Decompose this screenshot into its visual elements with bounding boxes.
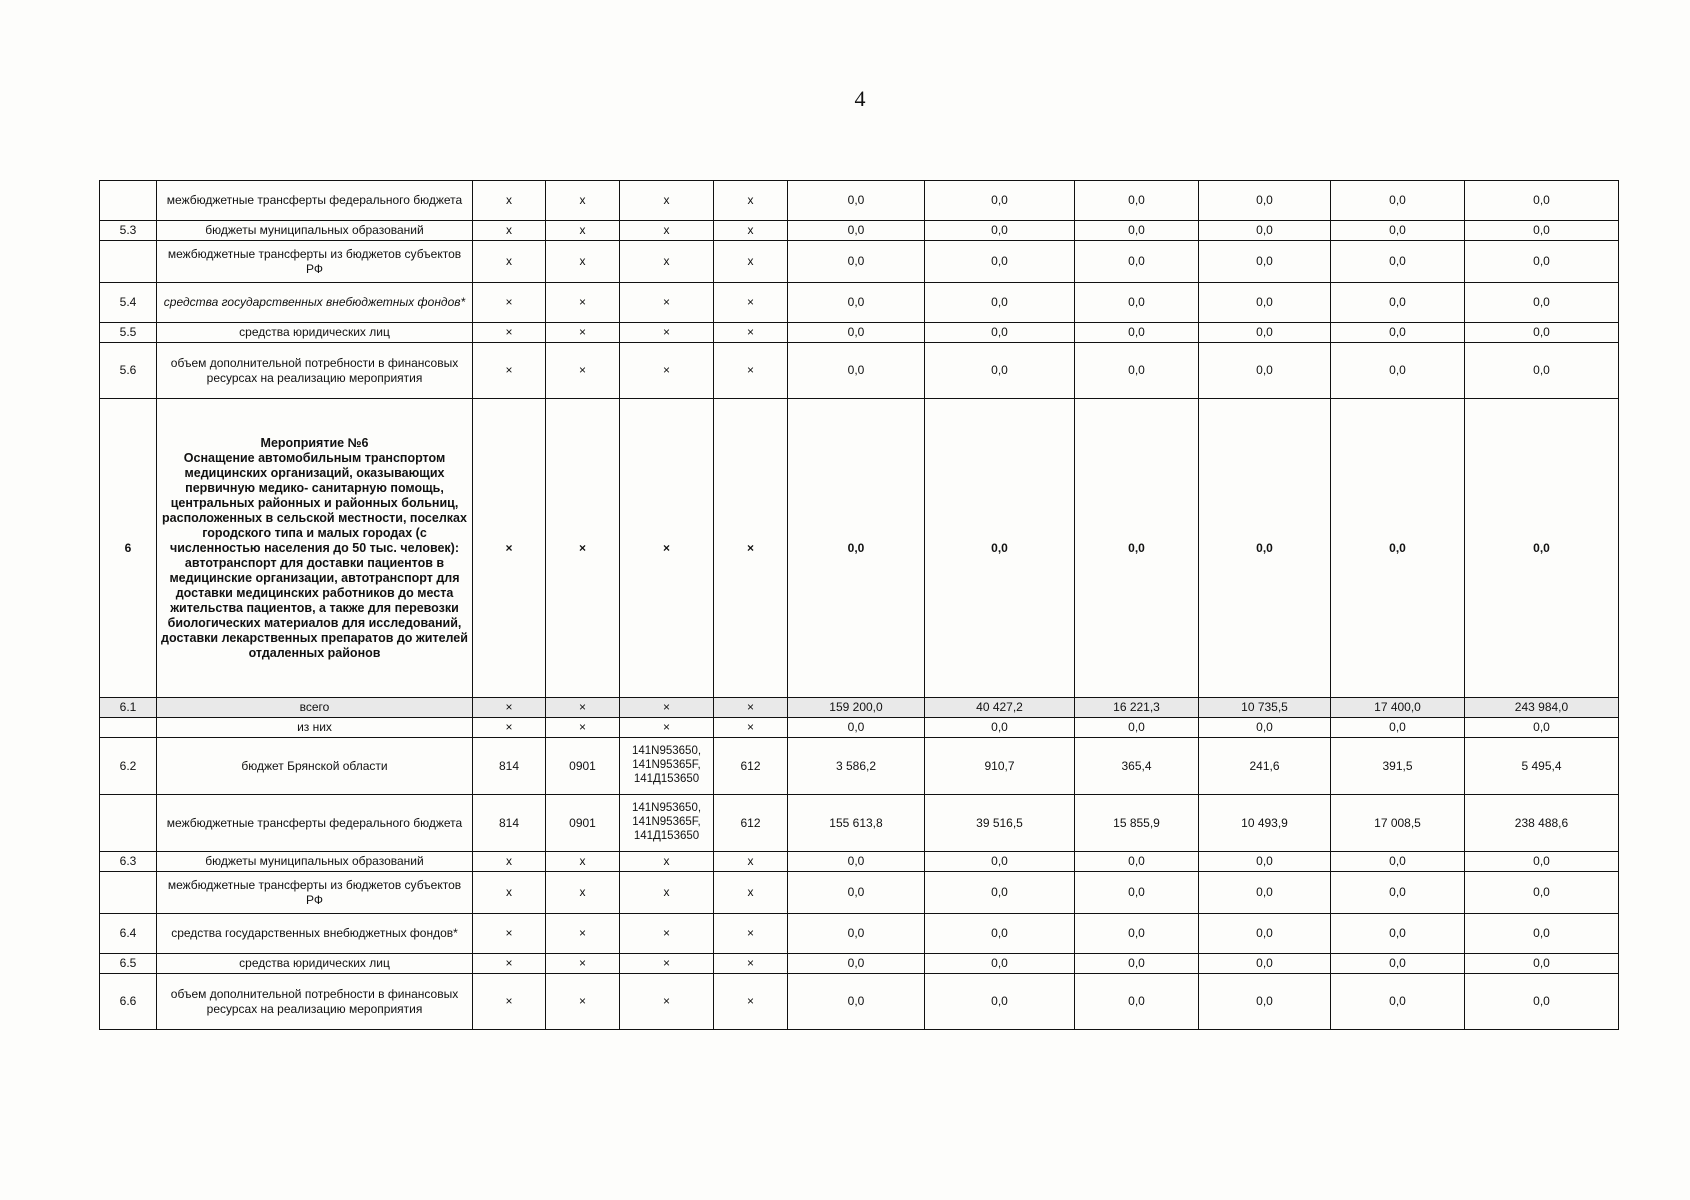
cell-value-1: 0,0 xyxy=(788,954,925,974)
cell-value-1: 0,0 xyxy=(788,718,925,738)
cell-code-2: x xyxy=(546,872,620,914)
cell-value-6: 0,0 xyxy=(1465,323,1619,343)
cell-value-5: 0,0 xyxy=(1331,181,1465,221)
cell-code-4: x xyxy=(714,221,788,241)
cell-code-2: × xyxy=(546,283,620,323)
cell-code-4: × xyxy=(714,698,788,718)
row-name: всего xyxy=(157,698,473,718)
cell-code-3: × xyxy=(620,974,714,1030)
row-name: объем дополнительной потребности в финансовых ресурсах на реализацию мероприятия xyxy=(157,974,473,1030)
table-row xyxy=(100,738,1619,795)
cell-code-3: x xyxy=(620,872,714,914)
row-number: 6.6 xyxy=(100,974,157,1030)
cell-value-3: 0,0 xyxy=(1075,399,1199,698)
cell-code-1: × xyxy=(473,914,546,954)
cell-value-5: 0,0 xyxy=(1331,323,1465,343)
cell-code-4: x xyxy=(714,181,788,221)
cell-value-4: 10 735,5 xyxy=(1199,698,1331,718)
cell-value-1: 0,0 xyxy=(788,399,925,698)
cell-value-2: 0,0 xyxy=(925,181,1075,221)
cell-value-1: 0,0 xyxy=(788,872,925,914)
cell-value-1: 0,0 xyxy=(788,283,925,323)
cell-code-2: × xyxy=(546,914,620,954)
cell-value-4: 0,0 xyxy=(1199,241,1331,283)
table-row xyxy=(100,852,1619,872)
cell-code-1: x xyxy=(473,181,546,221)
row-number: 5.6 xyxy=(100,343,157,399)
cell-value-5: 17 008,5 xyxy=(1331,795,1465,852)
cell-value-4: 0,0 xyxy=(1199,323,1331,343)
cell-code-4: x xyxy=(714,872,788,914)
budget-table xyxy=(99,180,1619,1030)
cell-value-6: 0,0 xyxy=(1465,343,1619,399)
cell-code-3: × xyxy=(620,914,714,954)
row-number: 5.4 xyxy=(100,283,157,323)
cell-value-1: 0,0 xyxy=(788,241,925,283)
cell-value-4: 0,0 xyxy=(1199,974,1331,1030)
cell-value-3: 0,0 xyxy=(1075,221,1199,241)
cell-value-3: 0,0 xyxy=(1075,914,1199,954)
cell-code-4: 612 xyxy=(714,738,788,795)
cell-code-1: × xyxy=(473,323,546,343)
cell-value-1: 0,0 xyxy=(788,914,925,954)
cell-value-3: 0,0 xyxy=(1075,343,1199,399)
cell-code-2: × xyxy=(546,323,620,343)
cell-value-6: 0,0 xyxy=(1465,221,1619,241)
cell-value-3: 0,0 xyxy=(1075,872,1199,914)
cell-value-5: 0,0 xyxy=(1331,852,1465,872)
row-number xyxy=(100,241,157,283)
cell-value-4: 0,0 xyxy=(1199,954,1331,974)
table-row xyxy=(100,181,1619,221)
cell-value-1: 0,0 xyxy=(788,974,925,1030)
row-number xyxy=(100,181,157,221)
cell-value-2: 0,0 xyxy=(925,954,1075,974)
cell-value-3: 0,0 xyxy=(1075,323,1199,343)
table-row xyxy=(100,241,1619,283)
row-number: 6.1 xyxy=(100,698,157,718)
cell-value-2: 0,0 xyxy=(925,872,1075,914)
cell-code-3: × xyxy=(620,283,714,323)
table-row xyxy=(100,974,1619,1030)
cell-code-4: x xyxy=(714,852,788,872)
row-name: бюджет Брянской области xyxy=(157,738,473,795)
cell-value-6: 0,0 xyxy=(1465,399,1619,698)
table-row xyxy=(100,872,1619,914)
cell-value-4: 0,0 xyxy=(1199,872,1331,914)
cell-code-1: × xyxy=(473,954,546,974)
cell-code-1: x xyxy=(473,852,546,872)
cell-value-1: 0,0 xyxy=(788,852,925,872)
table-row-total xyxy=(100,698,1619,718)
cell-value-2: 910,7 xyxy=(925,738,1075,795)
cell-value-5: 0,0 xyxy=(1331,221,1465,241)
cell-value-5: 0,0 xyxy=(1331,974,1465,1030)
cell-value-5: 0,0 xyxy=(1331,718,1465,738)
cell-value-2: 0,0 xyxy=(925,718,1075,738)
cell-value-6: 0,0 xyxy=(1465,283,1619,323)
cell-code-2: × xyxy=(546,399,620,698)
cell-value-1: 155 613,8 xyxy=(788,795,925,852)
cell-code-1: × xyxy=(473,399,546,698)
row-name: бюджеты муниципальных образований xyxy=(157,221,473,241)
row-number: 5.5 xyxy=(100,323,157,343)
row-name: межбюджетные трансферты из бюджетов субъектов РФ xyxy=(157,241,473,283)
table-row-event xyxy=(100,399,1619,698)
cell-value-3: 0,0 xyxy=(1075,974,1199,1030)
cell-code-4: × xyxy=(714,323,788,343)
cell-code-2: x xyxy=(546,241,620,283)
row-number: 6.4 xyxy=(100,914,157,954)
cell-code-3: 141N953650, 141N95365F, 141Д153650 xyxy=(620,738,714,795)
cell-value-3: 0,0 xyxy=(1075,852,1199,872)
cell-value-3: 0,0 xyxy=(1075,241,1199,283)
table-row xyxy=(100,283,1619,323)
cell-code-2: × xyxy=(546,954,620,974)
cell-value-4: 0,0 xyxy=(1199,181,1331,221)
cell-value-6: 0,0 xyxy=(1465,718,1619,738)
row-number xyxy=(100,718,157,738)
cell-value-6: 5 495,4 xyxy=(1465,738,1619,795)
cell-value-4: 0,0 xyxy=(1199,852,1331,872)
cell-code-2: 0901 xyxy=(546,795,620,852)
cell-code-4: × xyxy=(714,283,788,323)
cell-value-4: 0,0 xyxy=(1199,283,1331,323)
table-row xyxy=(100,323,1619,343)
cell-value-4: 0,0 xyxy=(1199,343,1331,399)
cell-value-6: 0,0 xyxy=(1465,852,1619,872)
cell-code-1: x xyxy=(473,241,546,283)
cell-code-1: × xyxy=(473,718,546,738)
event-description xyxy=(157,399,473,698)
cell-code-3: x xyxy=(620,221,714,241)
row-name: межбюджетные трансферты из бюджетов субъектов РФ xyxy=(157,872,473,914)
cell-code-2: 0901 xyxy=(546,738,620,795)
cell-code-1: × xyxy=(473,283,546,323)
cell-value-4: 0,0 xyxy=(1199,221,1331,241)
cell-code-2: × xyxy=(546,718,620,738)
cell-value-3: 365,4 xyxy=(1075,738,1199,795)
cell-value-3: 0,0 xyxy=(1075,181,1199,221)
cell-code-2: x xyxy=(546,221,620,241)
cell-value-5: 391,5 xyxy=(1331,738,1465,795)
cell-value-5: 0,0 xyxy=(1331,914,1465,954)
cell-code-3: × xyxy=(620,698,714,718)
cell-code-3: x xyxy=(620,181,714,221)
row-name: средства государственных внебюджетных фондов* xyxy=(157,283,473,323)
cell-code-3: x xyxy=(620,852,714,872)
cell-value-2: 0,0 xyxy=(925,399,1075,698)
cell-value-1: 0,0 xyxy=(788,343,925,399)
row-number xyxy=(100,872,157,914)
cell-code-4: x xyxy=(714,241,788,283)
cell-value-4: 0,0 xyxy=(1199,399,1331,698)
row-number: 6.3 xyxy=(100,852,157,872)
cell-code-3: × xyxy=(620,343,714,399)
cell-value-2: 0,0 xyxy=(925,323,1075,343)
cell-value-3: 16 221,3 xyxy=(1075,698,1199,718)
table-row xyxy=(100,954,1619,974)
cell-value-2: 0,0 xyxy=(925,914,1075,954)
cell-code-2: × xyxy=(546,698,620,718)
cell-value-5: 0,0 xyxy=(1331,872,1465,914)
cell-code-3: × xyxy=(620,954,714,974)
cell-code-1: × xyxy=(473,343,546,399)
cell-value-6: 0,0 xyxy=(1465,954,1619,974)
event-text: Оснащение автомобильным транспортом медицинских организаций, оказывающих первичную медико- санитарную помощь, центральных районных и районных больниц, расположенных в сельской местности, поселках городского типа и малых городах (с численностью населения до 50 тыс. человек): автотранспорт для доставки пациентов в медицинские организации, автотранспорт для доставки медицинских работников до места жительства пациентов, а также для перевозки биологических материалов для исследований, доставки лекарственных препаратов до жителей отдаленных районов xyxy=(161,450,468,660)
cell-code-2: x xyxy=(546,181,620,221)
cell-value-2: 0,0 xyxy=(925,241,1075,283)
cell-code-4: × xyxy=(714,399,788,698)
row-number: 5.3 xyxy=(100,221,157,241)
cell-code-4: 612 xyxy=(714,795,788,852)
table-row xyxy=(100,221,1619,241)
cell-code-4: × xyxy=(714,974,788,1030)
row-number: 6.2 xyxy=(100,738,157,795)
cell-code-4: × xyxy=(714,914,788,954)
cell-value-5: 0,0 xyxy=(1331,399,1465,698)
cell-value-4: 0,0 xyxy=(1199,718,1331,738)
cell-value-1: 0,0 xyxy=(788,181,925,221)
cell-code-1: × xyxy=(473,698,546,718)
cell-value-3: 0,0 xyxy=(1075,283,1199,323)
cell-code-2: × xyxy=(546,974,620,1030)
cell-value-4: 0,0 xyxy=(1199,914,1331,954)
row-name: межбюджетные трансферты федерального бюджета xyxy=(157,181,473,221)
cell-value-1: 159 200,0 xyxy=(788,698,925,718)
row-number: 6.5 xyxy=(100,954,157,974)
cell-value-3: 0,0 xyxy=(1075,954,1199,974)
cell-value-2: 0,0 xyxy=(925,343,1075,399)
row-number: 6 xyxy=(100,399,157,698)
cell-value-5: 0,0 xyxy=(1331,343,1465,399)
cell-code-3: × xyxy=(620,718,714,738)
row-name: средства юридических лиц xyxy=(157,323,473,343)
cell-value-6: 0,0 xyxy=(1465,181,1619,221)
cell-code-3: x xyxy=(620,241,714,283)
cell-code-2: x xyxy=(546,852,620,872)
cell-code-4: × xyxy=(714,343,788,399)
row-name: средства государственных внебюджетных фондов* xyxy=(157,914,473,954)
cell-value-2: 40 427,2 xyxy=(925,698,1075,718)
cell-value-3: 15 855,9 xyxy=(1075,795,1199,852)
cell-code-1: 814 xyxy=(473,795,546,852)
cell-code-2: × xyxy=(546,343,620,399)
cell-value-2: 0,0 xyxy=(925,283,1075,323)
cell-value-1: 0,0 xyxy=(788,221,925,241)
table-row xyxy=(100,343,1619,399)
row-name: из них xyxy=(157,718,473,738)
cell-value-4: 241,6 xyxy=(1199,738,1331,795)
row-number xyxy=(100,795,157,852)
cell-code-4: × xyxy=(714,954,788,974)
cell-value-6: 243 984,0 xyxy=(1465,698,1619,718)
cell-code-3: 141N953650, 141N95365F, 141Д153650 xyxy=(620,795,714,852)
cell-code-1: x xyxy=(473,872,546,914)
cell-value-6: 238 488,6 xyxy=(1465,795,1619,852)
cell-value-2: 39 516,5 xyxy=(925,795,1075,852)
table-row xyxy=(100,718,1619,738)
cell-value-5: 0,0 xyxy=(1331,283,1465,323)
cell-value-3: 0,0 xyxy=(1075,718,1199,738)
cell-value-1: 0,0 xyxy=(788,323,925,343)
table-row xyxy=(100,795,1619,852)
cell-value-1: 3 586,2 xyxy=(788,738,925,795)
cell-value-2: 0,0 xyxy=(925,974,1075,1030)
cell-value-6: 0,0 xyxy=(1465,914,1619,954)
cell-value-6: 0,0 xyxy=(1465,872,1619,914)
cell-code-3: × xyxy=(620,399,714,698)
cell-value-5: 0,0 xyxy=(1331,954,1465,974)
table-row xyxy=(100,914,1619,954)
row-name: межбюджетные трансферты федерального бюджета xyxy=(157,795,473,852)
cell-code-3: × xyxy=(620,323,714,343)
cell-value-6: 0,0 xyxy=(1465,241,1619,283)
cell-value-2: 0,0 xyxy=(925,221,1075,241)
cell-value-5: 17 400,0 xyxy=(1331,698,1465,718)
cell-value-2: 0,0 xyxy=(925,852,1075,872)
cell-code-1: × xyxy=(473,974,546,1030)
cell-code-4: × xyxy=(714,718,788,738)
cell-code-1: 814 xyxy=(473,738,546,795)
cell-value-6: 0,0 xyxy=(1465,974,1619,1030)
event-title: Мероприятие №6 xyxy=(260,435,369,450)
row-name: бюджеты муниципальных образований xyxy=(157,852,473,872)
row-name: средства юридических лиц xyxy=(157,954,473,974)
page-number: 4 xyxy=(854,86,866,111)
cell-code-1: x xyxy=(473,221,546,241)
cell-value-4: 10 493,9 xyxy=(1199,795,1331,852)
cell-value-5: 0,0 xyxy=(1331,241,1465,283)
row-name: объем дополнительной потребности в финансовых ресурсах на реализацию мероприятия xyxy=(157,343,473,399)
